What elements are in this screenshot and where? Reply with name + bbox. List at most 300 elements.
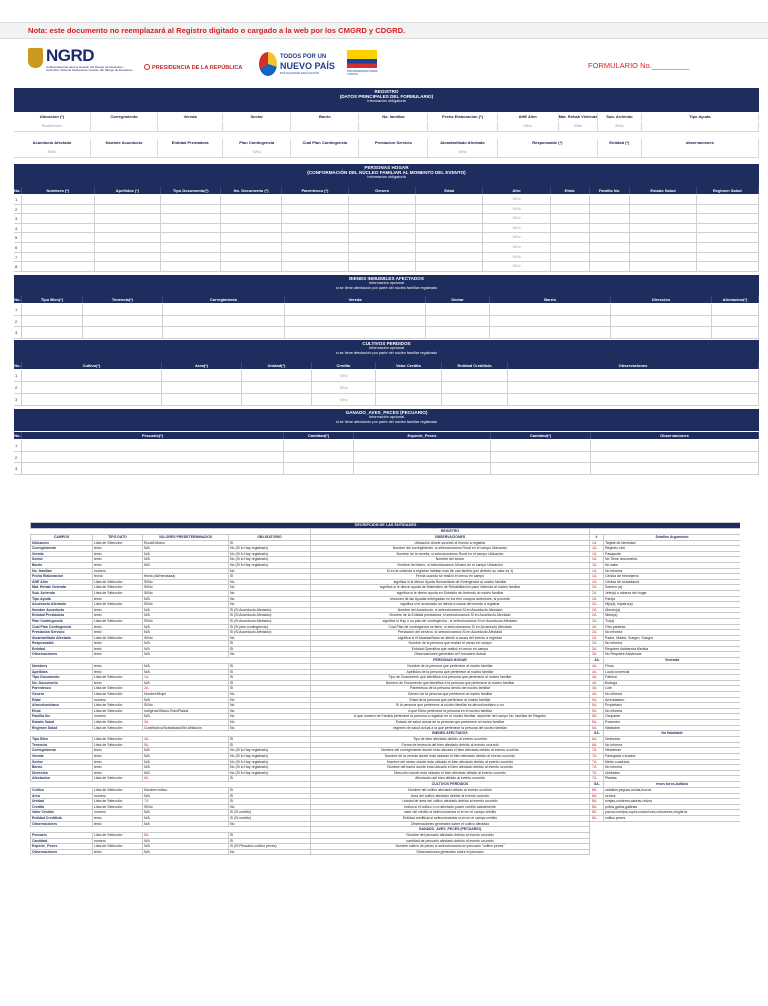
cultivos-cell-input[interactable]: [508, 370, 759, 382]
ganado-cell-input[interactable]: [491, 440, 591, 452]
bienes-cell-input[interactable]: [712, 316, 759, 328]
bienes-cell-input[interactable]: [83, 304, 163, 316]
argument-detail: No informa: [604, 630, 741, 636]
required-flag: No: [229, 714, 311, 720]
default-values: Si/No: [143, 579, 229, 585]
field-observation: Ubicación donde sucedió el evento a registrar: [311, 540, 590, 546]
cultivos-col-header: Cultivo(*): [22, 362, 162, 369]
cultivos-col-header: Observaciones: [508, 362, 759, 369]
argument-code: 3A.: [590, 652, 604, 658]
personas-cell-input[interactable]: [416, 262, 483, 272]
personas-cell-input[interactable]: [590, 195, 631, 205]
personas-cell-input[interactable]: [630, 195, 696, 205]
field-name: Unidad: [31, 799, 93, 805]
ganado-cell-input[interactable]: [491, 463, 591, 475]
cultivos-cell-input[interactable]: [22, 394, 162, 406]
argument-code: 8A.: [590, 815, 604, 821]
personas-cell-input[interactable]: [416, 214, 483, 224]
bienes-cell-input[interactable]: [426, 304, 490, 316]
personas-cell-input[interactable]: [22, 253, 95, 263]
personas-cell-input[interactable]: [282, 195, 349, 205]
personas-cell-input[interactable]: [22, 205, 95, 215]
personas-cell-input[interactable]: [282, 253, 349, 263]
field-observation: significa si Hay o no plan de contingencia , si seleccionamos Si en Acueducto Afectado: [311, 618, 590, 624]
personas-cell-input[interactable]: [221, 253, 281, 263]
personas-cell-input[interactable]: Si/No: [483, 253, 550, 263]
personas-cell-input[interactable]: [161, 262, 221, 272]
bienes-cell-input[interactable]: [712, 304, 759, 316]
bienes-col-header: Tenencia(*): [83, 296, 163, 303]
personas-cell-input[interactable]: [221, 233, 281, 243]
personas-cell-input[interactable]: [95, 233, 161, 243]
bienes-cell-input[interactable]: [83, 316, 163, 328]
registro-row1-field-5[interactable]: [359, 121, 428, 132]
personas-cell-input[interactable]: [22, 243, 95, 253]
field-name: Ubicacion: [31, 540, 93, 546]
argument-detail: Jefe(a) o cabeza del hogar: [604, 590, 741, 596]
data-type: Lista de Selección: [93, 618, 143, 624]
personas-col-header: Edad: [416, 187, 483, 194]
ganado-cell-input[interactable]: [22, 463, 284, 475]
personas-cell-input[interactable]: [282, 233, 349, 243]
field-name: Direccion: [31, 770, 93, 776]
cultivos-cell-input[interactable]: [162, 370, 242, 382]
registro-row2-field-3[interactable]: Si/No: [223, 147, 291, 158]
field-name: Cual Plan Contingencia: [31, 624, 93, 630]
default-values: N/A: [143, 810, 229, 816]
required-flag: No (Si lo Hay registrarlo): [229, 770, 311, 776]
personas-cell-input[interactable]: [551, 262, 590, 272]
personas-cell-input[interactable]: [282, 243, 349, 253]
field-name: Nombre Acueducto: [31, 607, 93, 613]
bienes-cell-input[interactable]: [490, 327, 611, 339]
personas-cell-input[interactable]: [551, 233, 590, 243]
warning-note-bar: [0, 22, 768, 39]
presidencia-logo: PRESIDENCIA DE LA REPÚBLICA: [144, 64, 242, 71]
registro-row1-field-3[interactable]: [223, 121, 291, 132]
field-name: Vereda: [31, 551, 93, 557]
ganado-cell-input[interactable]: [22, 440, 284, 452]
data-type: Lista de Selección: [93, 585, 143, 591]
argument-detail: ovejas,corderos,cabras,chivos: [604, 799, 741, 805]
personas-cell-input[interactable]: [416, 233, 483, 243]
default-values: N/A: [143, 697, 229, 703]
personas-cell-input[interactable]: [349, 253, 416, 263]
personas-cell-input[interactable]: [697, 243, 759, 253]
personas-cell-input[interactable]: [551, 253, 590, 263]
argument-detail: cultivo peces: [604, 815, 741, 821]
cultivos-cell-input[interactable]: Si/No: [312, 382, 376, 394]
registro-row2-field-2[interactable]: [158, 147, 223, 158]
field-observation: Nombre del sector: [311, 557, 590, 563]
personas-cell-input[interactable]: [551, 224, 590, 234]
ganado-cell-input[interactable]: [491, 452, 591, 464]
field-observation: Nombre de la persona que realizó el censo en campo: [311, 641, 590, 647]
personas-cell-input[interactable]: [697, 214, 759, 224]
section-title: GANADO_AVES_PECES (PECUARIO): [311, 827, 590, 833]
personas-cell-input[interactable]: [416, 224, 483, 234]
ganado-cell-input[interactable]: [591, 452, 759, 464]
registro-row1-field-6[interactable]: [428, 121, 497, 132]
field-observation: resumen de las Ayudas entregadas en los tres campos anteriores, si procede: [311, 596, 590, 602]
personas-cell-input[interactable]: [697, 233, 759, 243]
required-flag: No: [229, 652, 311, 658]
required-flag: No (Si lo Hay registrarlo): [229, 765, 311, 771]
bienes-cell-input[interactable]: [83, 327, 163, 339]
personas-col-header: Etnia: [551, 187, 590, 194]
bienes-cell-input[interactable]: [611, 316, 712, 328]
description-row: [31, 849, 741, 855]
argument-code: 2A.: [590, 607, 604, 613]
personas-cell-input[interactable]: [416, 205, 483, 215]
bienes-cell-input[interactable]: [285, 327, 426, 339]
data-type: Lista de Selección: [93, 540, 143, 546]
bienes-cell-input[interactable]: [611, 327, 712, 339]
ganado-cell-input[interactable]: [284, 440, 354, 452]
registro-row1-fields: [14, 121, 759, 132]
required-flag: No: [229, 568, 311, 574]
bienes-cell-input[interactable]: [22, 304, 83, 316]
personas-cell-input[interactable]: [221, 205, 281, 215]
personas-cell-input[interactable]: [590, 205, 631, 215]
bienes-column-headers: [14, 296, 759, 303]
personas-cell-input[interactable]: [22, 224, 95, 234]
personas-cell-input[interactable]: [161, 253, 221, 263]
personas-cell-input[interactable]: [551, 205, 590, 215]
default-values: N/A: [143, 748, 229, 754]
argument-code: 6A.: [590, 742, 604, 748]
argument-detail: Local comercial: [604, 669, 741, 675]
required-flag: Si (Si Acueducto Afectado): [229, 630, 311, 636]
bienes-cell-input[interactable]: [22, 316, 83, 328]
personas-cell-input[interactable]: [630, 262, 696, 272]
registro-row2-field-1[interactable]: [91, 147, 158, 158]
bienes-cell-input[interactable]: [426, 327, 490, 339]
registro-row1-field-4[interactable]: [291, 121, 359, 132]
personas-cell-input[interactable]: [221, 243, 281, 253]
data-type: Lista de Selección: [93, 579, 143, 585]
default-values: N/A: [143, 669, 229, 675]
column-header: Detalles Argumento: [604, 535, 741, 541]
personas-cell-input[interactable]: [416, 253, 483, 263]
cultivos-cell-input[interactable]: [442, 394, 508, 406]
column-header: OBLIGATORIO: [229, 535, 311, 541]
personas-cell-input[interactable]: [282, 205, 349, 215]
argument-code: 2A.: [590, 602, 604, 608]
personas-cell-input[interactable]: [590, 243, 631, 253]
field-observation: Nombre de la persona que pertenece al núcleo familiar: [311, 664, 590, 670]
argument-detail: pollos,gallos,gallinas: [604, 804, 741, 810]
field-observation: significa si el acueducto se afectó a causa del evento a registrar: [311, 602, 590, 608]
personas-cell-input[interactable]: [221, 224, 281, 234]
field-observation: Nombre de la Entidad prestadora, si seleccionamos Si en Acueducto Afectado: [311, 613, 590, 619]
personas-cell-input[interactable]: [630, 224, 696, 234]
personas-cell-input[interactable]: Si/No: [483, 262, 550, 272]
cultivos-cell-input[interactable]: Si/No: [312, 394, 376, 406]
ganado-cell-input[interactable]: [591, 440, 759, 452]
field-name: Tipo Ayuda: [31, 596, 93, 602]
default-values: Si/No: [143, 585, 229, 591]
bienes-col-header: Sector: [426, 296, 490, 303]
personas-cell-input[interactable]: Si/No: [483, 205, 550, 215]
personas-cell-input[interactable]: [95, 214, 161, 224]
default-values: N/A: [143, 664, 229, 670]
argument-detail: Cédula de extranjería: [604, 574, 741, 580]
required-flag: Si: [229, 787, 311, 793]
default-values: N/A: [143, 641, 229, 647]
required-flag: No: [229, 703, 311, 709]
registro-row1-field-0[interactable]: Rural/Urbano: [14, 121, 91, 132]
data-type: texto: [93, 607, 143, 613]
personas-cell-input[interactable]: [95, 224, 161, 234]
personas-cell-input[interactable]: [22, 195, 95, 205]
argument-code: 4A.: [590, 669, 604, 675]
personas-cell-input[interactable]: Si/No: [483, 233, 550, 243]
personas-cell-input[interactable]: [697, 262, 759, 272]
personas-cell-input[interactable]: [630, 243, 696, 253]
personas-cell-input[interactable]: [22, 214, 95, 224]
personas-cell-input[interactable]: [95, 205, 161, 215]
personas-cell-input[interactable]: [551, 214, 590, 224]
bienes-cell-input[interactable]: [22, 327, 83, 339]
field-name: Afectacion: [31, 776, 93, 782]
personas-cell-input[interactable]: [349, 233, 416, 243]
argument-code: 7A.: [590, 765, 604, 771]
argument-code: 7A.: [590, 770, 604, 776]
bienes-cell-input[interactable]: [712, 327, 759, 339]
registro-row2-field-6[interactable]: Si/No: [428, 147, 497, 158]
ganado-row: [14, 463, 759, 475]
argument-detail: Tío(a): [604, 618, 741, 624]
bienes-cell-input[interactable]: [426, 316, 490, 328]
personas-cell-input[interactable]: [349, 214, 416, 224]
required-flag: Si: [229, 776, 311, 782]
cultivos-cell-input[interactable]: [162, 382, 242, 394]
argument-code: 4A.: [590, 675, 604, 681]
default-values: Si/No: [143, 618, 229, 624]
ganado-cell-input[interactable]: [284, 463, 354, 475]
field-observation: Si la persona que pertenece al núcleo familiar es afrocolombiano o no: [311, 703, 590, 709]
bienes-cell-input[interactable]: [163, 304, 285, 316]
personas-cell-input[interactable]: [161, 205, 221, 215]
personas-cell-input[interactable]: Si/No: [483, 243, 550, 253]
field-observation: significa si le dieron ayuda de Materiales de Rehabilitación para Vivienda al núcleo familiar: [311, 585, 590, 591]
data-type: Lista de Selección: [93, 602, 143, 608]
argument-code: 1A.: [590, 568, 604, 574]
data-type: texto: [93, 815, 143, 821]
registro-row1-field-2[interactable]: [158, 121, 223, 132]
default-values: N/A: [143, 844, 229, 850]
argument-detail: No informa: [604, 692, 741, 698]
registro-row1-label-6: Fecha Elaboracion (*): [428, 113, 497, 120]
personas-cell-input[interactable]: [282, 262, 349, 272]
bienes-cell-input[interactable]: [285, 316, 426, 328]
cultivos-cell-input[interactable]: [376, 382, 442, 394]
registro-row2-field-0[interactable]: Si/No: [14, 147, 91, 158]
required-flag: Si: [229, 737, 311, 743]
personas-cell-input[interactable]: [551, 195, 590, 205]
registro-row1-field-1[interactable]: [91, 121, 158, 132]
personas-row: [14, 205, 759, 215]
personas-cell-input[interactable]: [349, 195, 416, 205]
bienes-cell-input[interactable]: [163, 316, 285, 328]
field-observation: Entidad crediticia si seleccionamos si en en el campo crédito: [311, 815, 590, 821]
personas-cell-input[interactable]: [95, 262, 161, 272]
bienes-cell-input[interactable]: [611, 304, 712, 316]
field-name: Alcantarillado Afectado: [31, 635, 93, 641]
cultivos-cell-input[interactable]: [508, 382, 759, 394]
personas-cell-input[interactable]: [221, 214, 281, 224]
personas-cell-input[interactable]: [349, 262, 416, 272]
table-cell: [590, 849, 604, 855]
field-name: Corregimiento: [31, 748, 93, 754]
personas-cell-input[interactable]: [161, 243, 221, 253]
cultivos-cell-input[interactable]: [22, 370, 162, 382]
default-values: Nombre cultivo: [143, 787, 229, 793]
data-type: texto: [93, 641, 143, 647]
personas-cell-input[interactable]: [630, 205, 696, 215]
personas-cell-input[interactable]: [630, 253, 696, 263]
cultivos-col-header: Entidad Crediticia: [442, 362, 508, 369]
registro-row1-field-9[interactable]: Si/No: [598, 121, 641, 132]
personas-cell-input[interactable]: Si/No: [483, 214, 550, 224]
personas-cell-input[interactable]: [697, 195, 759, 205]
cultivos-cell-input[interactable]: [242, 382, 312, 394]
registro-row2-field-9[interactable]: [642, 147, 759, 158]
cultivos-cell-input[interactable]: [508, 394, 759, 406]
personas-cell-input[interactable]: [551, 243, 590, 253]
argument-code: 1A.: [590, 551, 604, 557]
registro-row1-field-10[interactable]: [642, 121, 759, 132]
argument-code: 1A.: [590, 546, 604, 552]
personas-cell-input[interactable]: [95, 253, 161, 263]
personas-cell-input[interactable]: [282, 224, 349, 234]
argument-code: 4A.: [590, 686, 604, 692]
personas-cell-input[interactable]: [349, 224, 416, 234]
bienes-cell-input[interactable]: [490, 304, 611, 316]
cultivos-cell-input[interactable]: [376, 370, 442, 382]
ganado-cell-input[interactable]: [354, 440, 491, 452]
registro-row2-field-8[interactable]: [598, 147, 641, 158]
ganado-header: GANADO_AVES_PECES (PECUARIO) Información opcional si se tiene afectación por parte del núcleo familiar registrado: [14, 409, 759, 431]
personas-col-header: Nombres (*): [22, 187, 95, 194]
personas-cell-input[interactable]: [95, 243, 161, 253]
registro-row2-label-4: Cual Plan Contingencia: [291, 139, 359, 146]
cultivos-cell-input[interactable]: [242, 370, 312, 382]
registro-row1-field-7[interactable]: Si/No: [498, 121, 559, 132]
field-name: Valor Credito: [31, 810, 93, 816]
personas-cell-input[interactable]: Si/No: [483, 224, 550, 234]
bienes-cell-input[interactable]: [490, 316, 611, 328]
personas-cell-input[interactable]: [630, 214, 696, 224]
personas-cell-input[interactable]: [697, 224, 759, 234]
registro-row2-field-5[interactable]: [359, 147, 428, 158]
registro-row2-label-5: Prestacion Servicio: [359, 139, 428, 146]
data-type: Lista de Selección: [93, 833, 143, 839]
field-observation: Parentesco de la persona dentro del núcleo familiar: [311, 686, 590, 692]
personas-cell-input[interactable]: [221, 195, 281, 205]
personas-cell-input[interactable]: [590, 233, 631, 243]
personas-cell-input[interactable]: [590, 214, 631, 224]
ganado-row-number: 1: [14, 440, 22, 452]
ganado-cell-input[interactable]: [284, 452, 354, 464]
argument-detail: Lote: [604, 686, 741, 692]
personas-row: [14, 195, 759, 205]
cultivos-cell-input[interactable]: [442, 370, 508, 382]
personas-cell-input[interactable]: [22, 233, 95, 243]
personas-cell-input[interactable]: [349, 205, 416, 215]
registro-row2-label-8: Entidad (*): [598, 139, 641, 146]
ganado-cell-input[interactable]: [22, 452, 284, 464]
bienes-cell-input[interactable]: [285, 304, 426, 316]
registro-row2-label-9: observaciones: [642, 139, 759, 146]
personas-cell-input[interactable]: [590, 253, 631, 263]
argument-detail: Pareja: [604, 596, 741, 602]
registro-row1-label-8: Mat. Rehab Vivienda: [558, 114, 598, 119]
personas-cell-input[interactable]: [22, 262, 95, 272]
personas-cell-input[interactable]: [416, 243, 483, 253]
registro-row2-field-7[interactable]: [498, 147, 599, 158]
argument-detail: Otro pariente: [604, 624, 741, 630]
personas-cell-input[interactable]: [161, 214, 221, 224]
cultivos-cell-input[interactable]: [242, 394, 312, 406]
personas-cell-input[interactable]: [697, 253, 759, 263]
argument-detail: Propietario: [604, 703, 741, 709]
field-observation: Nombre del sector donde esta ubicado el bien afectado debido al evento ocurrido: [311, 759, 590, 765]
personas-cell-input[interactable]: Si/No: [483, 195, 550, 205]
ganado-cell-input[interactable]: [354, 452, 491, 464]
personas-cell-input[interactable]: [590, 262, 631, 272]
personas-cell-input[interactable]: [221, 262, 281, 272]
cultivos-cell-input[interactable]: [162, 394, 242, 406]
cultivos-cell-input[interactable]: [376, 394, 442, 406]
personas-cell-input[interactable]: [349, 243, 416, 253]
personas-cell-input[interactable]: [590, 224, 631, 234]
cultivos-cell-input[interactable]: [442, 382, 508, 394]
field-observation: Afectación del bien debido al evento ocurrido: [311, 776, 590, 782]
field-observation: significa si le dieron ayuda en Subsidio de Arriendo al núcleo familiar: [311, 590, 590, 596]
ganado-cell-input[interactable]: [591, 463, 759, 475]
argument-detail: Cédula de ciudadanía: [604, 579, 741, 585]
argument-detail: Habitable: [604, 725, 741, 731]
ganado-cell-input[interactable]: [354, 463, 491, 475]
cultivos-cell-input[interactable]: [22, 382, 162, 394]
form-sheet: [0, 0, 768, 490]
required-flag: Si (Si credito): [229, 810, 311, 816]
personas-cell-input[interactable]: [416, 195, 483, 205]
field-name: Sector: [31, 557, 93, 563]
default-values: Si/No: [143, 635, 229, 641]
default-values: N/A: [143, 613, 229, 619]
personas-cell-input[interactable]: [161, 195, 221, 205]
registro-row1-field-8[interactable]: Si/No: [559, 121, 598, 132]
column-header: CAMPOS: [31, 535, 93, 541]
required-flag: No: [229, 635, 311, 641]
personas-cell-input[interactable]: [161, 224, 221, 234]
registro-row2-field-4[interactable]: [291, 147, 359, 158]
table-title: DECRIPCION DE LAS ENTIDADES: [31, 523, 741, 529]
personas-cell-input[interactable]: [95, 195, 161, 205]
argument-code: 8A.: [590, 787, 604, 793]
personas-cell-input[interactable]: [630, 233, 696, 243]
personas-cell-input[interactable]: [697, 205, 759, 215]
cultivos-cell-input[interactable]: Si/No: [312, 370, 376, 382]
data-type: numero: [93, 697, 143, 703]
bienes-cell-input[interactable]: [163, 327, 285, 339]
personas-cell-input[interactable]: [282, 214, 349, 224]
required-flag: No: [229, 602, 311, 608]
personas-cell-input[interactable]: [161, 233, 221, 243]
